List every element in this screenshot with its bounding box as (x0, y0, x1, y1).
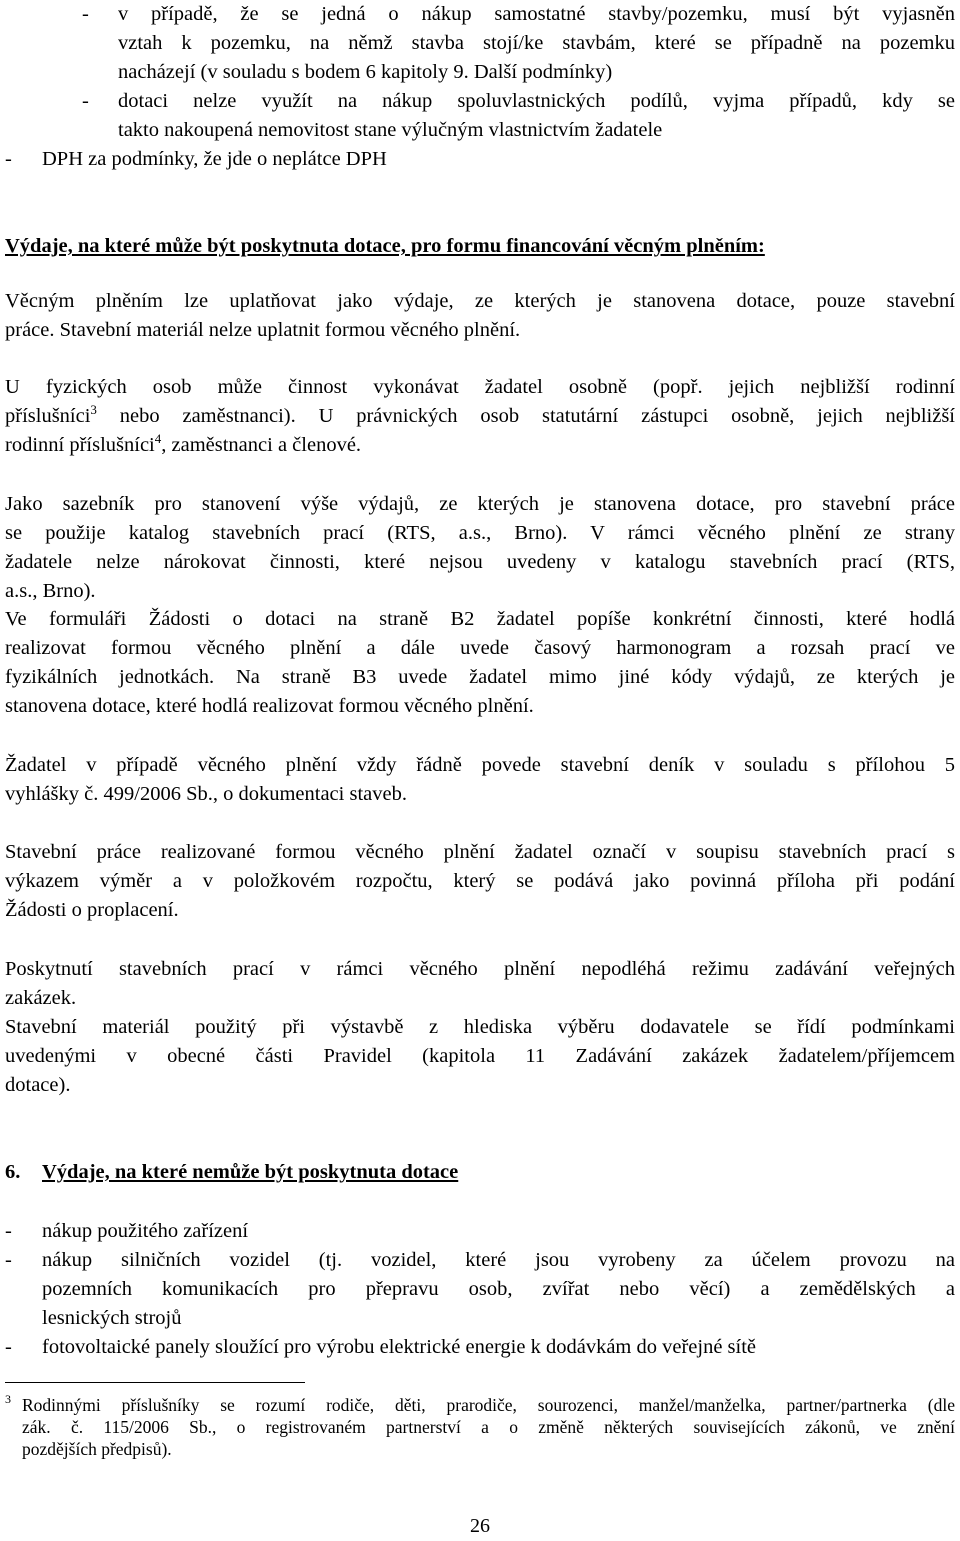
list-dash: - (82, 3, 89, 25)
text-line: se použije katalog stavebních prací (RTS, a.s., Brno). V rámci věcného plnění ze strany (5, 522, 955, 544)
footnote-ref: 3 (90, 402, 97, 418)
text-line: nacházejí (v souladu s bodem 6 kapitoly 9. Další podmínky) (118, 61, 613, 83)
text-line: práce. Stavební materiál nelze uplatnit formou věcného plnění. (5, 319, 521, 341)
list-dash: - (82, 90, 89, 112)
text-line: zakázek. (5, 987, 77, 1009)
text-line: Jako sazebník pro stanovení výše výdajů, ze kterých je stanovena dotace, pro stavební práce (5, 493, 955, 515)
paragraph (5, 490, 955, 606)
footnote-mark: 3 (5, 1392, 11, 1406)
text-line: lesnických strojů (42, 1307, 182, 1329)
text-line: pozemních komunikacích pro přepravu osob, zvířat nebo věcí) a zemědělských a (42, 1278, 955, 1300)
footnote-line: pozdějších předpisů). (22, 1439, 172, 1459)
list-item-coownership (118, 87, 955, 145)
section-heading: Výdaje, na které může být poskytnuta dotace, pro formu financování věcným plněním: (5, 235, 765, 257)
text-line: Věcným plněním lze uplatňovat jako výdaje, ze kterých je stanovena dotace, pouze stavební (5, 290, 955, 312)
list-item-used-equipment: nákup použitého zařízení (42, 1220, 249, 1242)
text-line: vyhlášky č. 499/2006 Sb., o dokumentaci staveb. (5, 783, 407, 805)
text-line: žadatele nelze nárokovat činnosti, které nejsou uvedeny v katalogu stavebních prací (RTS, (5, 551, 955, 573)
text-line: takto nakoupená nemovitost stane výlučným vlastnictvím žadatele (118, 119, 663, 141)
text-line: dotace). (5, 1074, 71, 1096)
text-line: Žádosti o proplacení. (5, 899, 179, 921)
list-item-vat: DPH za podmínky, že jde o neplátce DPH (42, 148, 387, 170)
text-line: uvedenými v obecné části Pravidel (kapitola 11 Zadávání zakázek žadatelem/příjemcem (5, 1045, 955, 1067)
text-line: a.s., Brno). (5, 580, 96, 602)
footnote-line: Rodinnými příslušníky se rozumí rodiče, děti, prarodiče, sourozenci, manžel/manželka, partner/partnerka (dle (22, 1395, 955, 1415)
list-dash: - (5, 1336, 12, 1358)
text-line: U fyzických osob může činnost vykonávat žadatel osobně (popř. jejich nejbližší rodinní (5, 376, 955, 398)
text-line: Poskytnutí stavebních prací v rámci věcného plnění nepodléhá režimu zadávání veřejných (5, 958, 955, 980)
text-line: Žadatel v případě věcného plnění vždy řádně povede stavební deník v souladu s přílohou 5 (5, 754, 955, 776)
paragraph (5, 287, 955, 345)
footnote (22, 1394, 955, 1460)
section-title: Výdaje, na které nemůže být poskytnuta dotace (42, 1161, 459, 1183)
page-number: 26 (470, 1515, 490, 1537)
text-line: stanovena dotace, které hodlá realizovat formou věcného plnění. (5, 695, 534, 717)
text-line: fyzikálních jednotkách. Na straně B3 uvede žadatel mimo jiné kódy výdajů, ze kterých je (5, 666, 955, 688)
text-line: Stavební práce realizované formou věcného plnění žadatel označí v soupisu stavebních prací s (5, 841, 955, 863)
text-line: příslušníci$^3$ nebo zaměstnanci). U právnických osob statutární zástupci osobně, jejich nejbližší (5, 402, 955, 427)
paragraph (5, 1013, 955, 1100)
paragraph (5, 751, 955, 809)
text-line: Stavební materiál použitý při výstavbě z hlediska výběru dodavatele se řídí podmínkami (5, 1016, 955, 1038)
paragraph (5, 955, 955, 1013)
text-line: realizovat formou věcného plnění a dále uvede časový harmonogram a rozsah prací ve (5, 637, 955, 659)
text-line: rodinní příslušníci$^4$, zaměstnanci a členové. (5, 431, 362, 456)
footnote-separator (5, 1382, 305, 1383)
list-dash: - (5, 1249, 12, 1271)
list-item-purchase (118, 0, 955, 87)
text-line: výkazem výměr a v položkovém rozpočtu, který se podává jako povinná příloha při podání (5, 870, 955, 892)
footnote-line: zák. č. 115/2006 Sb., o registrovaném partnerství a o změně některých souvisejících zákonů, ve znění (22, 1417, 955, 1437)
text-line: nákup silničních vozidel (tj. vozidel, které jsou vyrobeny za účelem provozu na (42, 1249, 955, 1271)
list-item-road-vehicles (42, 1246, 955, 1333)
text-line: vztah k pozemku, na němž stavba stojí/ke stavbám, které se případně na pozemku (118, 32, 955, 54)
section-number: 6. (5, 1161, 21, 1183)
footnote-ref: 4 (154, 431, 162, 447)
list-dash: - (5, 148, 12, 170)
text-line: Ve formuláři Žádosti o dotaci na straně B2 žadatel popíše konkrétní činnosti, které hodlá (5, 608, 955, 630)
paragraph (5, 373, 955, 460)
text-line: dotaci nelze využít na nákup spoluvlastnických podílů, vyjma případů, kdy se (118, 90, 955, 112)
paragraph (5, 838, 955, 925)
list-dash: - (5, 1220, 12, 1242)
paragraph (5, 605, 955, 721)
text-line: v případě, že se jedná o nákup samostatné stavby/pozemku, musí být vyjasněn (118, 3, 955, 25)
list-item-photovoltaic: fotovoltaické panely sloužící pro výrobu elektrické energie k dodávkám do veřejné sítě (42, 1336, 757, 1358)
